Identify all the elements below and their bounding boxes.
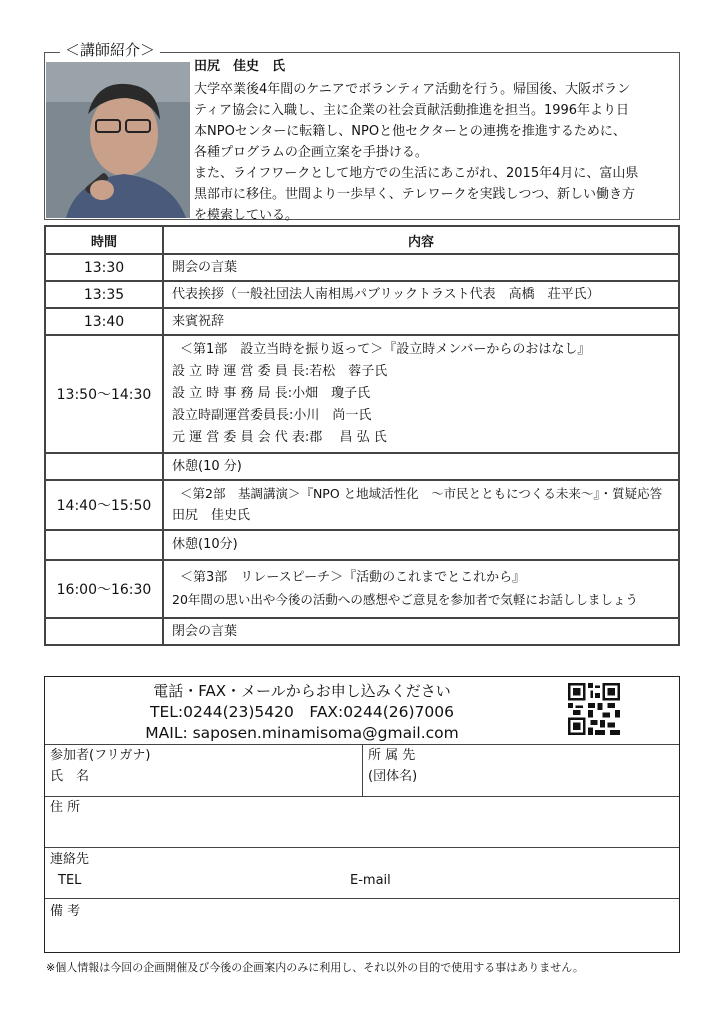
schedule-row [45, 530, 679, 560]
speaker-bio-line: 黒部市に移住。世間より一歩早く、テレワークを実践しつつ、新しい働き方 [194, 187, 635, 202]
contact-label: 連絡先 [50, 852, 90, 867]
form-divider [45, 898, 679, 899]
address-label: 住 所 [50, 800, 81, 815]
schedule-line: 休憩(10 分) [172, 458, 242, 474]
schedule-row [45, 618, 679, 645]
schedule-time: 14:40～15:50 [45, 480, 163, 530]
speaker-bio-line: を模索している。 [194, 208, 299, 223]
schedule-line: ＜第3部 リレースピーチ＞『活動のこれまでとこれから』 [180, 570, 526, 585]
schedule-row [45, 281, 679, 308]
schedule-time: 13:50～14:30 [45, 335, 163, 453]
schedule-line: 設立時副運営委員長:小川 尚一氏 [172, 408, 372, 423]
schedule-row [45, 480, 679, 530]
email-label: E-mail [350, 873, 391, 888]
schedule-content [163, 335, 679, 453]
schedule-time [45, 530, 163, 560]
schedule-row [45, 453, 679, 480]
schedule-row [45, 308, 679, 335]
schedule-line: 田尻 佳史氏 [172, 508, 251, 523]
schedule-content [163, 560, 679, 618]
schedule-time: 16:00～16:30 [45, 560, 163, 618]
schedule-time: 13:35 [45, 281, 163, 308]
schedule-content [163, 480, 679, 530]
speaker-intro-label: ＜講師紹介＞ [60, 40, 160, 60]
form-divider [362, 744, 363, 796]
qr-code-icon [568, 683, 620, 735]
schedule-time: 13:30 [45, 254, 163, 281]
privacy-note: ※個人情報は今回の企画開催及び今後の企画案内のみに利用し、それ以外の目的で使用する事はありません。 [46, 961, 584, 974]
speaker-bio-line: 本NPOセンターに転籍し、NPOと他セクターとの連携を推進するために、 [194, 124, 626, 139]
speaker-bio-line: 大学卒業後4年間のケニアでボランティア活動を行う。帰国後、大阪ボラン [194, 82, 631, 97]
schedule-line: 休憩(10分) [172, 537, 238, 552]
schedule-line: 元 運 営 委 員 会 代 表:郡 昌 弘 氏 [172, 430, 387, 445]
schedule-header-row [45, 226, 679, 254]
speaker-photo [46, 62, 190, 218]
schedule-line: 設 立 時 運 営 委 員 長:若松 蓉子氏 [172, 364, 388, 379]
schedule-line: ＜第1部 設立当時を振り返って＞『設立時メンバーからのおはなし』 [180, 342, 591, 357]
schedule-content [163, 281, 679, 308]
schedule-content [163, 618, 679, 645]
form-tel-fax: TEL:0244(23)5420 FAX:0244(26)7006 [150, 703, 454, 721]
header-content: 内容 [163, 226, 679, 254]
org-label: (団体名) [368, 769, 418, 784]
schedule-line: 閉会の言葉 [172, 623, 238, 639]
header-time: 時間 [45, 226, 163, 254]
speaker-bio-line: 各種プログラムの企画立案を手掛ける。 [194, 145, 428, 160]
form-heading: 電話・FAX・メールからお申し込みください [153, 682, 451, 700]
affiliation-label: 所 属 先 [368, 748, 416, 763]
speaker-bio-line: また、ライフワークとして地方での生活にあこがれ、2015年4月に、富山県 [194, 166, 639, 181]
schedule-line: 代表挨拶（一般社団法人南相馬パブリックトラスト代表 高橋 荘平氏） [172, 286, 600, 302]
form-divider [45, 796, 679, 797]
schedule-content [163, 530, 679, 560]
schedule-row [45, 254, 679, 281]
schedule-line: 来賓祝辞 [172, 313, 225, 329]
tel-label: TEL [58, 873, 82, 888]
schedule-line: 20年間の思い出や今後の活動への感想やご意見を参加者で気軽にお話ししましょう [172, 592, 638, 607]
schedule-table [44, 225, 680, 646]
schedule-line: 開会の言葉 [172, 259, 238, 275]
schedule-row [45, 335, 679, 453]
schedule-content [163, 308, 679, 335]
schedule-content [163, 453, 679, 480]
schedule-time: 13:40 [45, 308, 163, 335]
form-divider [45, 847, 679, 848]
schedule-line: ＜第2部 基調講演＞『NPO と地域活性化 ～市民とともにつくる未来～』・質疑応答 [180, 486, 663, 501]
participant-label: 参加者(フリガナ) [50, 748, 151, 763]
schedule-content [163, 254, 679, 281]
speaker-bio-line: ティア協会に入職し、主に企業の社会貢献活動推進を担当。1996年より日 [194, 103, 630, 118]
form-mail: MAIL: saposen.minamisoma@gmail.com [145, 724, 459, 742]
speaker-name: 田尻 佳史 氏 [194, 59, 286, 74]
name-label: 氏 名 [50, 769, 90, 784]
schedule-time [45, 453, 163, 480]
remarks-label: 備 考 [50, 904, 81, 919]
schedule-line: 設 立 時 事 務 局 長:小畑 瓊子氏 [172, 386, 371, 401]
schedule-row [45, 560, 679, 618]
schedule-time [45, 618, 163, 645]
